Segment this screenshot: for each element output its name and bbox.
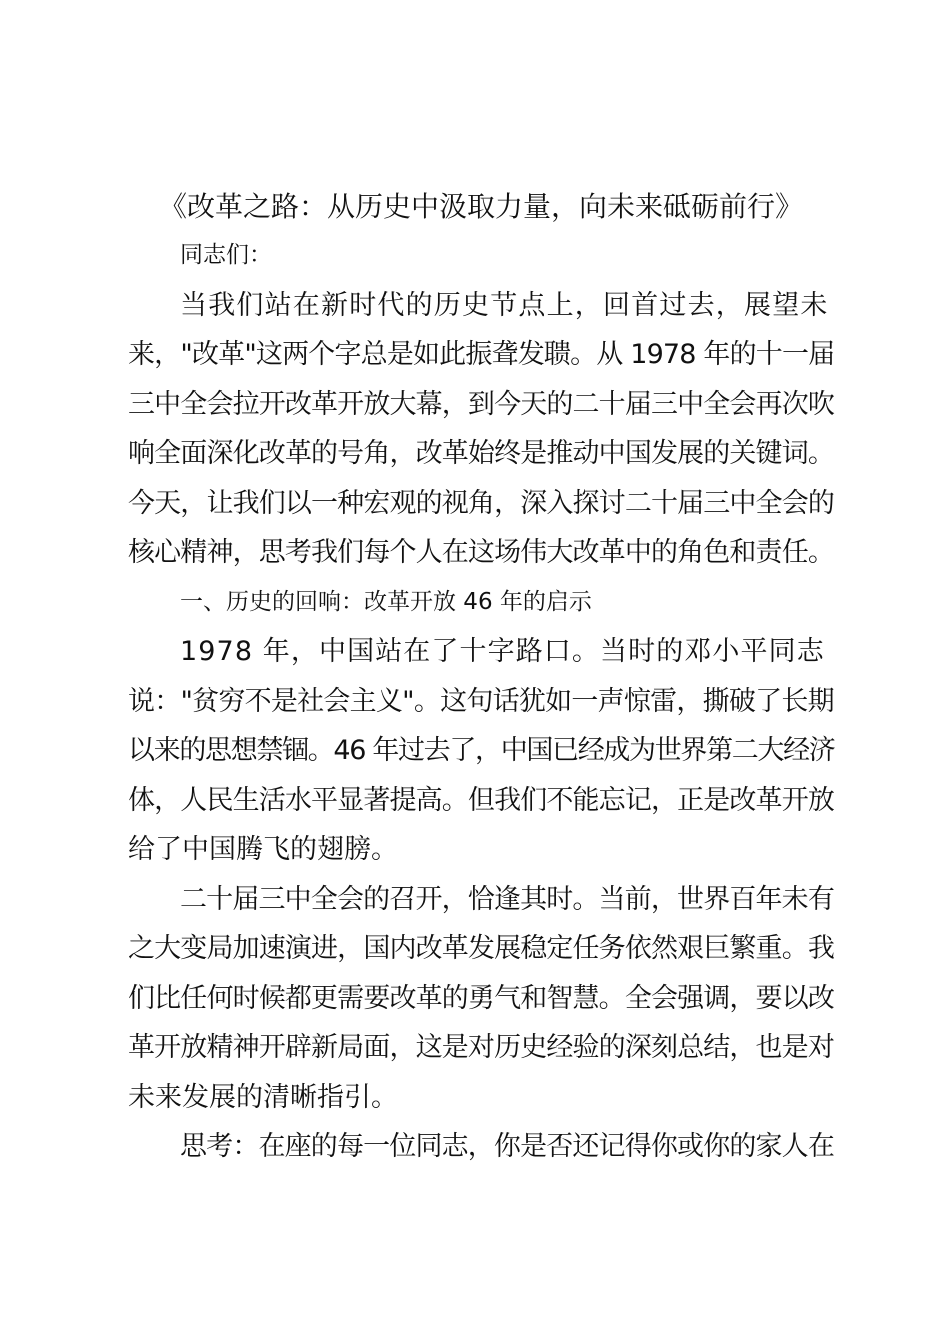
paragraph-line: 思考：在座的每一位同志，你是否还记得你或你的家人在 (180, 1131, 834, 1162)
paragraph-line: 1978 年，中国站在了十字路口。当时的邓小平同志 (180, 636, 825, 667)
paragraph-4 (128, 1122, 834, 1172)
paragraph-line: 核心精神，思考我们每个人在这场伟大改革中的角色和责任。 (128, 537, 834, 568)
paragraph-2 (128, 627, 834, 875)
salutation: 同志们： (180, 242, 272, 268)
paragraph-line: 之大变局加速演进，国内改革发展稳定任务依然艰巨繁重。我 (128, 933, 834, 964)
paragraph-line: 以来的思想禁锢。46 年过去了，中国已经成为世界第二大经济 (128, 735, 835, 766)
paragraph-line: 说："贫穷不是社会主义"。这句话犹如一声惊雷，撕破了长期 (128, 685, 834, 717)
paragraph-line: 响全面深化改革的号角，改革始终是推动中国发展的关键词。 (128, 438, 834, 469)
document-body (128, 182, 834, 1172)
paragraph-line: 今天，让我们以一种宏观的视角，深入探讨二十届三中全会的 (128, 487, 834, 519)
paragraph-line: 们比任何时候都更需要改革的勇气和智慧。全会强调，要以改 (128, 982, 834, 1014)
paragraph-3 (128, 875, 834, 1123)
document-title: 《改革之路：从历史中汲取力量，向未来砥砺前行》 (158, 190, 803, 223)
paragraph-line: 体，人民生活水平显著提高。但我们不能忘记，正是改革开放 (128, 784, 834, 816)
paragraph-line: 当我们站在新时代的历史节点上，回首过去，展望未 (180, 289, 829, 321)
section-heading: 一、历史的回响：改革开放 46 年的启示 (180, 588, 592, 615)
paragraph-line: 来，"改革"这两个字总是如此振聋发聩。从 1978 年的十一届 (128, 339, 835, 370)
paragraph-line: 革开放精神开辟新局面，这是对历史经验的深刻总结，也是对 (128, 1032, 834, 1063)
paragraph-line: 未来发展的清晰指引。 (128, 1081, 398, 1113)
paragraph-line: 三中全会拉开改革开放大幕，到今天的二十届三中全会再次吹 (128, 388, 834, 420)
paragraph-line: 给了中国腾飞的翅膀。 (128, 834, 398, 865)
paragraph-1 (128, 281, 834, 578)
paragraph-line: 二十届三中全会的召开，恰逢其时。当前，世界百年未有 (180, 883, 834, 915)
